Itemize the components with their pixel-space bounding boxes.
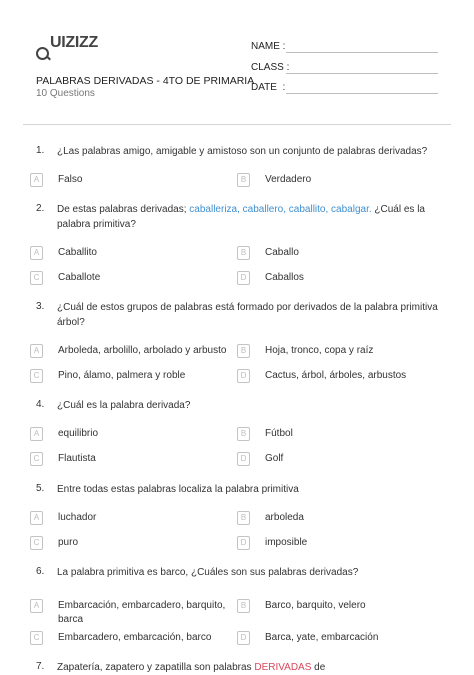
option-letter: C [30,631,43,645]
question-number: 4. [36,399,45,410]
question-number: 5. [36,483,45,494]
option-text: Barco, barquito, velero [265,600,366,611]
logo-q-mark [36,47,49,60]
option-letter: B [237,511,250,525]
option-letter: B [237,427,250,441]
option-letter: A [30,344,43,358]
name-label: NAME : [251,41,286,52]
option-text: arboleda [265,512,304,523]
quizizz-logo [36,34,98,60]
name-field[interactable] [286,52,438,53]
question-text-pre: De estas palabras derivadas; [57,204,190,215]
option-letter: D [237,369,250,383]
option-text: Caballito [58,247,97,258]
option-letter: D [237,452,250,466]
question-text: ¿Las palabras amigo, amigable y amistoso son un conjunto de palabras derivadas? [57,146,428,157]
worksheet-header [0,0,474,135]
question-text-pre: Zapatería, zapatero y zapatilla son palabras [57,662,255,673]
option-text: Pino, álamo, palmera y roble [58,370,186,381]
option-letter: D [237,271,250,285]
date-label: DATE : [251,82,286,93]
option-letter: D [237,631,250,645]
option-text: Cactus, árbol, árboles, arbustos [265,370,407,381]
class-field[interactable] [286,73,438,74]
question-text: La palabra primitiva es barco, ¿Cuáles son sus palabras derivadas? [57,567,359,578]
option-text: Verdadero [265,174,312,185]
question-text [57,202,442,232]
question-text: ¿Cuál es la palabra derivada? [57,400,191,411]
option-text: imposible [265,537,308,548]
option-text: Caballo [265,247,299,258]
option-text: Caballote [58,272,101,283]
option-letter: B [237,246,250,260]
logo-text: UIZIZZ [50,34,98,51]
option-letter: A [30,427,43,441]
option-text: Arboleda, arbolillo, arbolado y arbusto [58,345,227,356]
option-letter: A [30,246,43,260]
class-label: CLASS : [251,62,290,73]
question-number: 6. [36,566,45,577]
header-divider [23,124,451,125]
option-letter: C [30,369,43,383]
question-number: 1. [36,145,45,156]
option-text: Golf [265,453,284,464]
highlighted-words: DERIVADAS [254,662,312,673]
option-letter: A [30,511,43,525]
option-letter: D [237,536,250,550]
option-letter: B [237,173,250,187]
option-letter: B [237,344,250,358]
question-count: 10 Questions [36,88,95,99]
option-letter: A [30,173,43,187]
question-text: Entre todas estas palabras localiza la palabra primitiva [57,484,299,495]
highlighted-words: caballeriza, caballero, caballito, cabalgar. [189,204,372,215]
option-text: luchador [58,512,97,523]
option-text: Embarcadero, embarcación, barco [58,632,212,643]
option-letter: A [30,599,43,613]
worksheet-title: PALABRAS DERIVADAS - 4TO DE PRIMARIA [36,75,255,87]
option-text: puro [58,537,79,548]
option-letter: C [30,536,43,550]
option-text: Fútbol [265,428,293,439]
question-number: 2. [36,203,45,214]
option-text: Barca, yate, embarcación [265,632,379,643]
option-text: Embarcación, embarcadero, barquito, barca [58,600,226,625]
question-number: 7. [36,661,45,672]
option-letter: B [237,599,250,613]
option-text: Hoja, tronco, copa y raíz [265,345,374,356]
question-number: 3. [36,301,45,312]
question-text: ¿Cuál de estos grupos de palabras está formado por derivados de la palabra primitiva árbol? [57,302,438,328]
option-text: Falso [58,174,83,185]
option-text: Flautista [58,453,96,464]
question-text-post: de [311,662,326,673]
option-text: Caballos [265,272,304,283]
question-text [57,660,442,675]
date-field[interactable] [286,93,438,94]
question-text-post: ¿Cuál es la palabra primitiva? [57,204,425,230]
option-letter: C [30,452,43,466]
option-text: equilibrio [58,428,99,439]
option-letter: C [30,271,43,285]
